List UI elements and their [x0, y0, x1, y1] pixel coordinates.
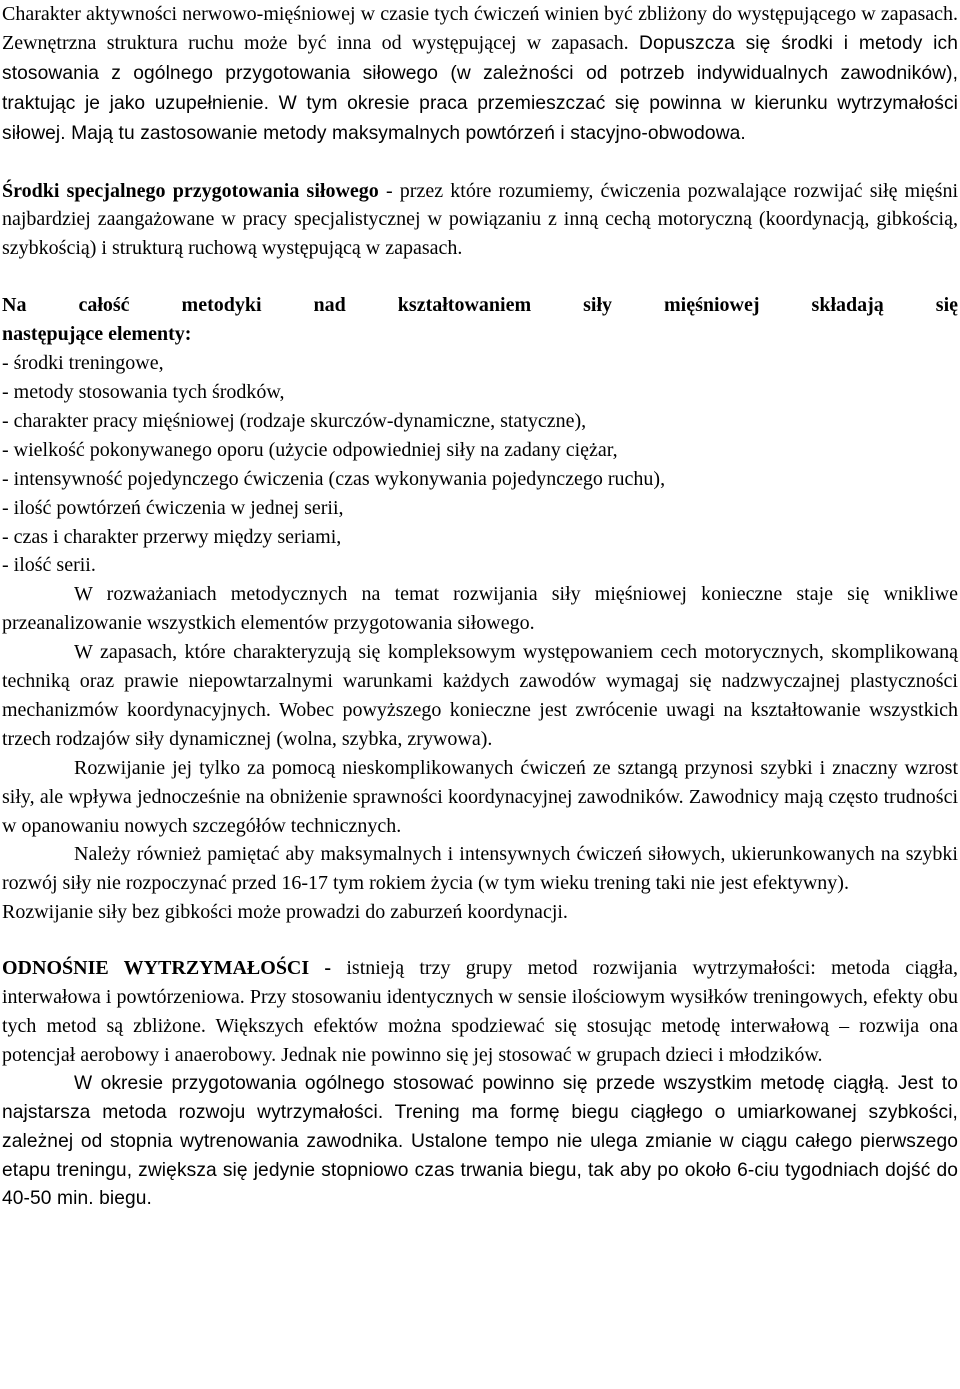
paragraph-methodical-analysis: W rozważaniach metodycznych na temat rozwijania siły mięśniowej konieczne staje się wnikliwe przeanalizowanie wszystkich elementów przygotowania siłowego.: [2, 583, 958, 635]
list-item: - intensywność pojedynczego ćwiczenia (czas wykonywania pojedynczego ruchu),: [2, 467, 666, 490]
paragraph-special-strength: [2, 177, 958, 264]
list-item: - ilość powtórzeń ćwiczenia w jednej serii,: [2, 496, 344, 519]
paragraph-muscular-activity: [2, 0, 958, 149]
paragraph-lead-text: Charakter aktywności nerwowo-mięśniowej w czasie tych ćwiczeń winien być zbliżony do występującego w zapasach. Zewnętrzna struktura ruchu może być inna od występującej w zapasach.: [2, 3, 958, 54]
methodology-heading-line-1: Na całość metodyki nad kształtowaniem siły mięśniowej składają się: [2, 294, 958, 317]
list-item: - charakter pracy mięśniowej (rodzaje skurczów-dynamiczne, statyczne),: [2, 409, 587, 432]
list-item: - czas i charakter przerwy między seriami,: [2, 525, 342, 548]
paragraph-endurance: [2, 954, 958, 1070]
endurance-text: istnieją trzy grupy metod rozwijania wytrzymałości: metoda ciągła, interwałowa i powtórzeniowa. Przy stosowaniu identycznych w sensie ilościowym wysiłków treningowych, efekty obu tych metod są zbliżone. Większych efektów można spodziewać się stosując metodę interwałową – rozwija ona potencjał aerobowy i anaerobowy. Jednak nie powinno się jej stosować w grupach dzieci i młodzików.: [2, 957, 958, 1066]
section-methodology-elements: [2, 291, 958, 580]
paragraph-wrestling-coordination: W zapasach, które charakteryzują się kompleksowym występowaniem cech motorycznych, skomplikowaną techniką oraz prawie niepowtarzalnymi warunkami każdych zawodów wymagaj się nadzwyczajnej plastyczności mechanizmów koordynacyjnych. Wobec powyższego konieczne jest zwrócenie uwagi na kształtowanie wszystkich trzech rodzajów siły dynamicznej (wolna, szybka, zrywowa).: [2, 641, 958, 750]
list-item: - środki treningowe,: [2, 352, 164, 375]
list-item: - metody stosowania tych środków,: [2, 380, 285, 403]
paragraph-flexibility: Rozwijanie siły bez gibkości może prowadzi do zaburzeń koordynacji.: [2, 901, 568, 924]
methodology-elements-list: [2, 349, 958, 580]
list-item: - ilość serii.: [2, 554, 96, 577]
paragraph-barbell-development: Rozwijanie jej tylko za pomocą nieskomplikowanych ćwiczeń ze sztangą przynosi szybki i znaczny wzrost siły, ale wpływa jednocześnie na obniżenie sprawności koordynacyjnej zawodników. Zawodnicy mają często trudności w opanowaniu nowych szczegółów technicznych.: [2, 756, 958, 837]
paragraph-methods-text: Dopuszcza się środki i metody ich stosowania z ogólnego przygotowania siłowego (w zależności od potrzeb indywidualnych zawodników), traktując je jako uzupełnienie. W tym okresie praca przemieszczać się powinna w kierunku wytrzymałości siłowej. Mają tu zastosowanie metody maksymalnych powtórzeń i stacyjno-obwodowa.: [2, 32, 959, 144]
paragraph-continuous-method: W okresie przygotowania ogólnego stosować powinno się przede wszystkim metodę ciągłą. Jest to najstarsza metoda rozwoju wytrzymałości. Trening ma formę biegu ciągłego o umiarkowanej szybkości, zależnej od stopnia wytrenowania zawodnika. Ustalone tempo nie ulega zmianie w ciągu całego pierwszego etapu treningu, zwiększa się jedynie stopniowo czas trwania biegu, tak aby po około 6-ciu tygodniach dojść do 40-50 min. biegu.: [2, 1072, 958, 1210]
endurance-heading: ODNOŚNIE WYTRZYMAŁOŚCI -: [2, 957, 332, 980]
methodology-heading-line-2: następujące elementy:: [2, 323, 192, 346]
list-item: - wielkość pokonywanego oporu (użycie odpowiedniej siły na zadany ciężar,: [2, 438, 618, 461]
paragraph-age-limit: Należy również pamiętać aby maksymalnych i intensywnych ćwiczeń siłowych, ukierunkowanych na szybki rozwój siły nie rozpoczynać przed 16-17 tym rokiem życia (w tym wieku trening taki nie jest efektywny).: [2, 843, 958, 895]
special-strength-term: Środki specjalnego przygotowania siłowego: [2, 179, 379, 202]
special-strength-definition: - przez które rozumiemy, ćwiczenia pozwalające rozwijać siłę mięśni najbardziej zaangażowane w pracy specjalistycznej w powiązaniu z inną cechą motoryczną (koordynacją, gibkością, szybkością) i strukturą ruchową występującą w zapasach.: [2, 179, 958, 260]
